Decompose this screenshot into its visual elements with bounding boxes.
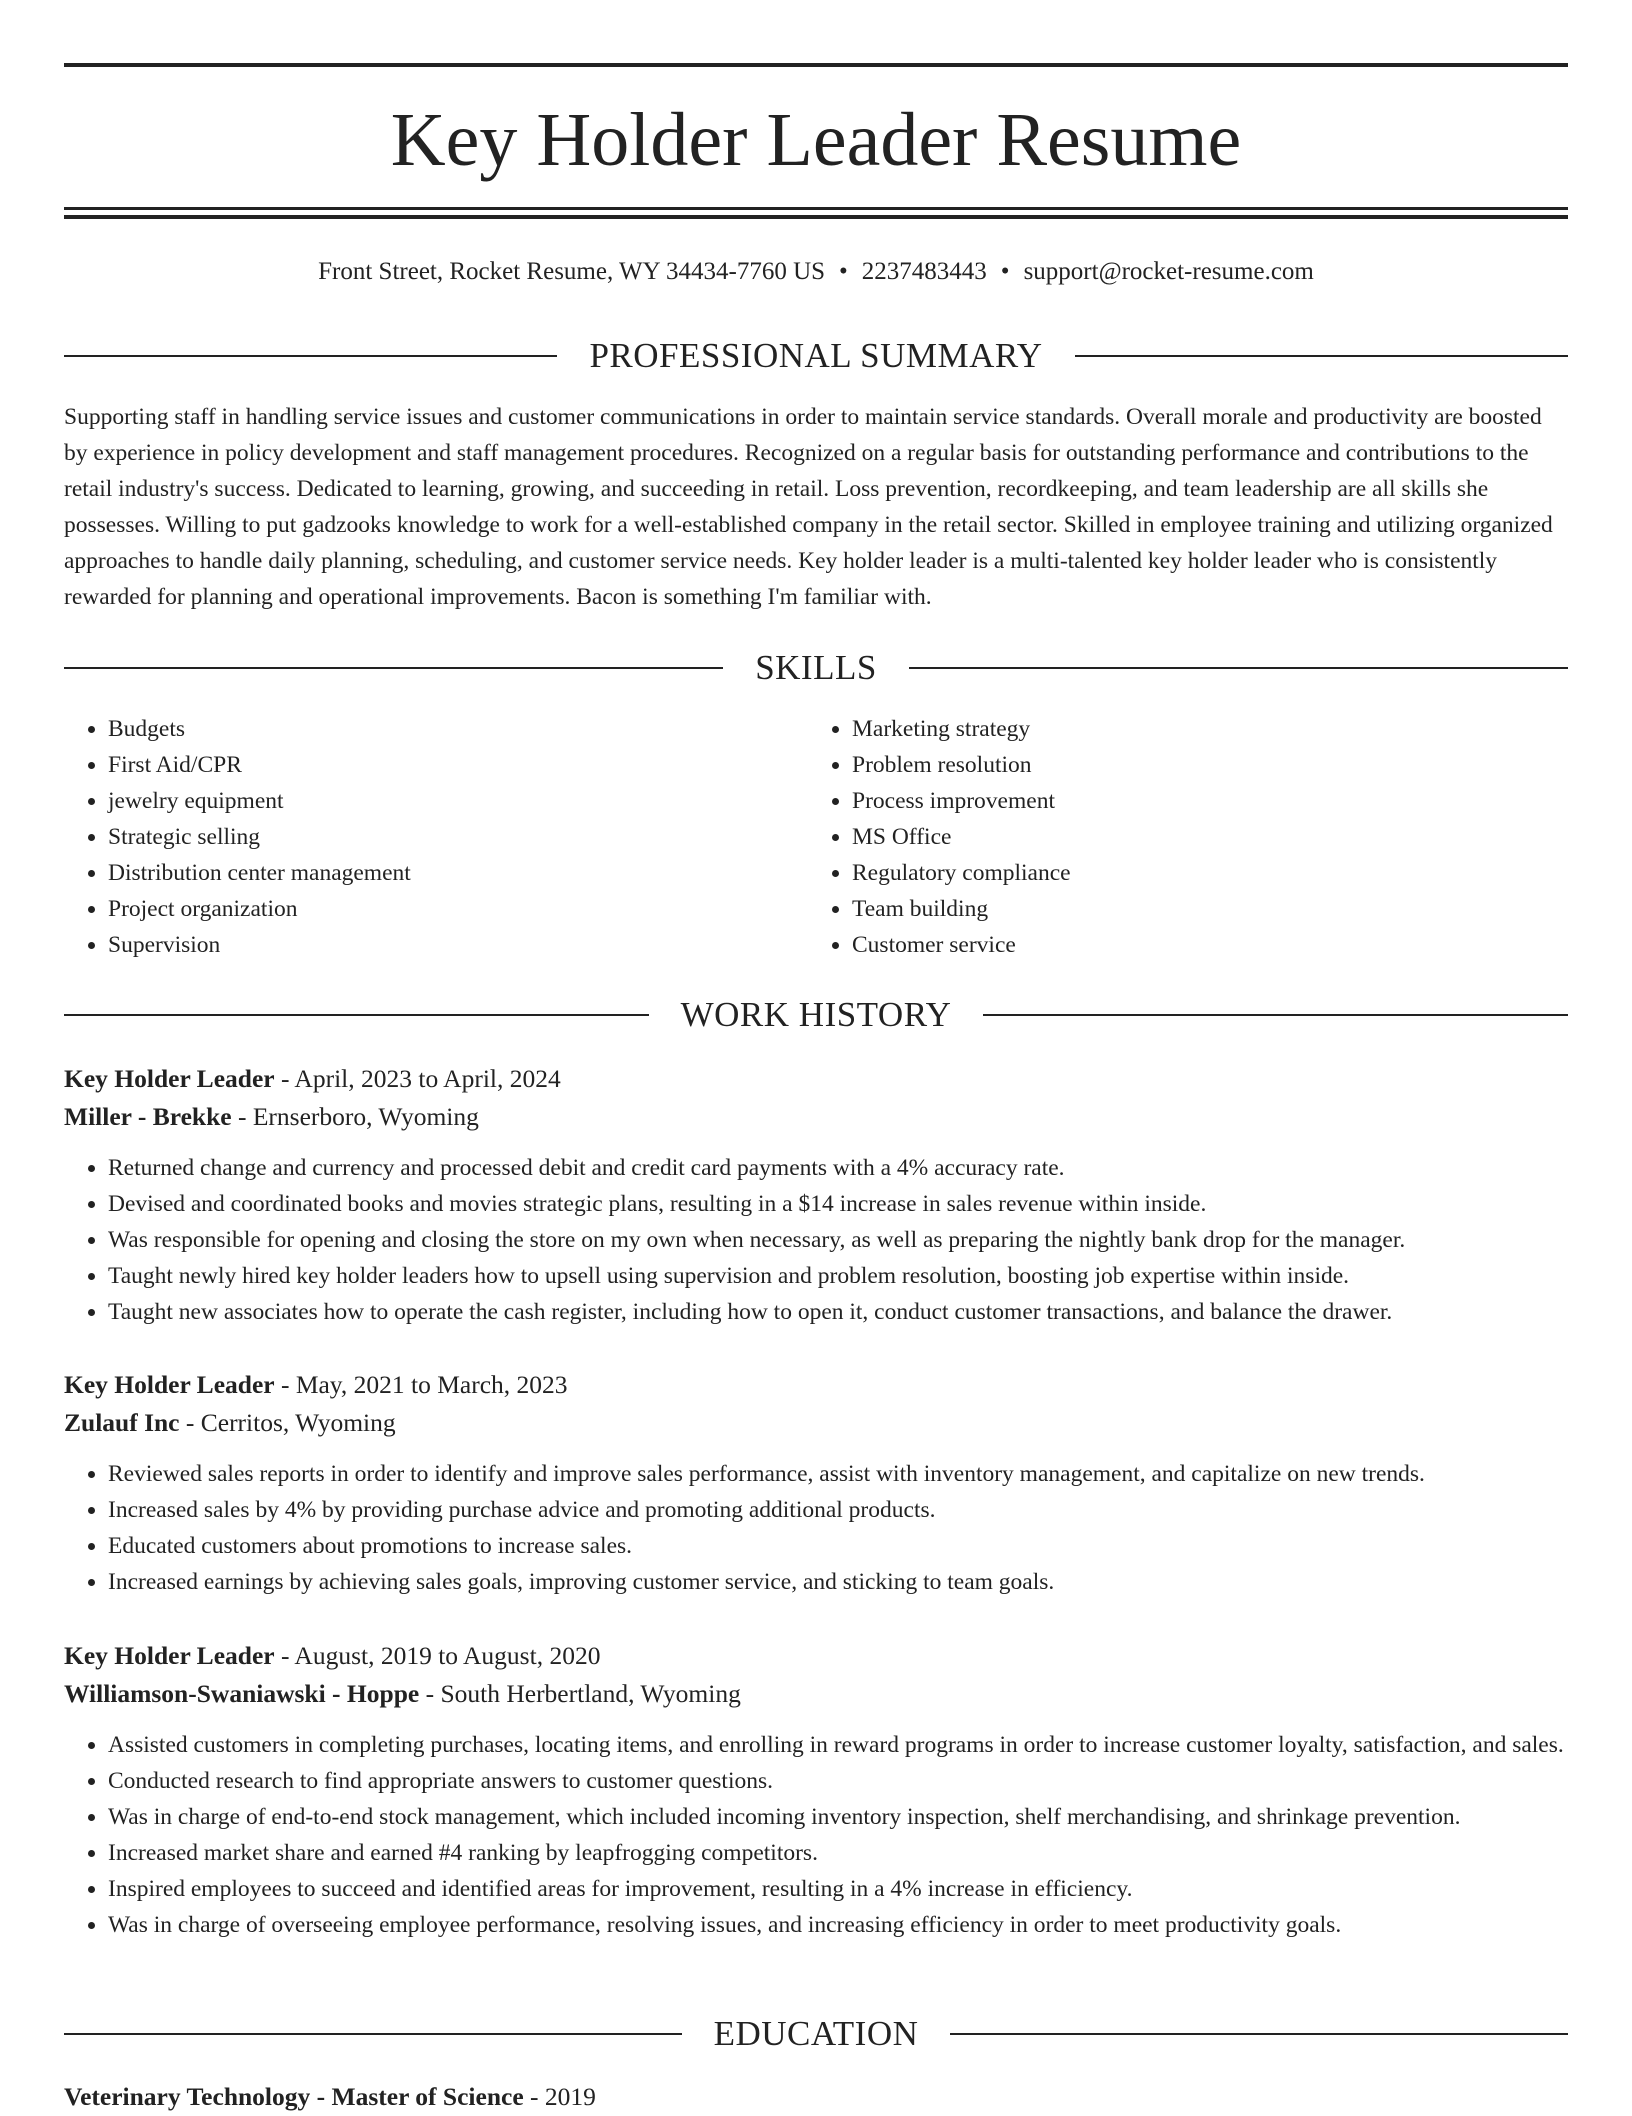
job-title-line bbox=[64, 1060, 1568, 1098]
job-bullet: • Conducted research to find appropriate answers to customer questions. bbox=[108, 1763, 1568, 1799]
job-bullet: • Was in charge of overseeing employee performance, resolving issues, and increasing efficiency in order to meet productivity goals. bbox=[108, 1907, 1568, 1943]
job-dates: - August, 2019 to August, 2020 bbox=[274, 1641, 601, 1670]
skill-item: • Strategic selling bbox=[108, 819, 806, 855]
job-bullets bbox=[64, 1456, 1568, 1600]
section-title: EDUCATION bbox=[713, 2014, 919, 2053]
job-bullets bbox=[64, 1150, 1568, 1330]
job-company: Miller - Brekke bbox=[64, 1102, 232, 1131]
job-bullet: • Increased market share and earned #4 ranking by leapfrogging competitors. bbox=[108, 1835, 1568, 1871]
skill-item: • jewelry equipment bbox=[108, 783, 806, 819]
section-rule bbox=[64, 667, 723, 669]
education-entry bbox=[64, 2078, 1568, 2116]
section-header-education bbox=[64, 2012, 1568, 2056]
job-bullet: • Was responsible for opening and closing the store on my own when necessary, as well as preparing the nightly bank drop for the manager. bbox=[108, 1222, 1568, 1258]
job-title-line bbox=[64, 1366, 1568, 1404]
contact-phone: 2237483443 bbox=[861, 258, 987, 285]
section-rule bbox=[64, 2033, 682, 2035]
skill-item: • First Aid/CPR bbox=[108, 747, 806, 783]
section-title: PROFESSIONAL SUMMARY bbox=[589, 336, 1043, 375]
section-header-skills bbox=[64, 646, 1568, 690]
job-title-line bbox=[64, 1637, 1568, 1675]
job-entry bbox=[64, 1366, 1568, 1600]
contact-line bbox=[64, 254, 1568, 290]
job-dates: - May, 2021 to March, 2023 bbox=[274, 1370, 568, 1399]
skill-item: • Distribution center management bbox=[108, 855, 806, 891]
job-company: Williamson-Swaniawski - Hoppe bbox=[64, 1679, 420, 1708]
job-bullet: • Inspired employees to succeed and identified areas for improvement, resulting in a 4% increase in efficiency. bbox=[108, 1871, 1568, 1907]
section-rule bbox=[64, 355, 557, 357]
section-header-summary bbox=[64, 334, 1568, 378]
section-title: SKILLS bbox=[755, 648, 877, 687]
section-header-work bbox=[64, 993, 1568, 1037]
contact-separator: • bbox=[839, 258, 848, 285]
job-company-line bbox=[64, 1404, 1568, 1442]
job-company-line bbox=[64, 1675, 1568, 1713]
job-bullet: • Taught new associates how to operate the cash register, including how to open it, conduct customer transactions, and balance the drawer. bbox=[108, 1294, 1568, 1330]
job-bullet: • Increased earnings by achieving sales goals, improving customer service, and sticking to team goals. bbox=[108, 1564, 1568, 1600]
job-location: - Cerritos, Wyoming bbox=[179, 1408, 396, 1437]
section-rule bbox=[950, 2033, 1568, 2035]
skill-item: • Problem resolution bbox=[852, 747, 1550, 783]
job-entry bbox=[64, 1637, 1568, 1943]
education-degree: Veterinary Technology - Master of Science bbox=[64, 2082, 524, 2111]
job-company: Zulauf Inc bbox=[64, 1408, 180, 1437]
skill-item: • Project organization bbox=[108, 891, 806, 927]
job-bullet: • Increased sales by 4% by providing purchase advice and promoting additional products. bbox=[108, 1492, 1568, 1528]
job-bullet: • Devised and coordinated books and movies strategic plans, resulting in a $14 increase in sales revenue within inside. bbox=[108, 1186, 1568, 1222]
skill-item: • Regulatory compliance bbox=[852, 855, 1550, 891]
job-company-line bbox=[64, 1098, 1568, 1136]
resume-title: Key Holder Leader Resume bbox=[390, 98, 1242, 182]
job-bullet: • Was in charge of end-to-end stock management, which included incoming inventory inspection, shelf merchandising, and shrinkage prevention. bbox=[108, 1799, 1568, 1835]
job-entry bbox=[64, 1060, 1568, 1330]
job-title: Key Holder Leader bbox=[64, 1370, 275, 1399]
section-rule bbox=[983, 1014, 1568, 1016]
skills-column-left bbox=[64, 711, 806, 963]
skill-item: • Team building bbox=[852, 891, 1550, 927]
contact-address: Front Street, Rocket Resume, WY 34434-7760 US bbox=[318, 258, 826, 285]
skill-item: • Process improvement bbox=[852, 783, 1550, 819]
skill-item: • MS Office bbox=[852, 819, 1550, 855]
section-rule bbox=[1075, 355, 1568, 357]
title-rule-lower bbox=[64, 215, 1568, 219]
job-title: Key Holder Leader bbox=[64, 1641, 275, 1670]
job-title: Key Holder Leader bbox=[64, 1064, 275, 1093]
job-bullet: • Reviewed sales reports in order to identify and improve sales performance, assist with inventory management, and capitalize on new trends. bbox=[108, 1456, 1568, 1492]
job-dates: - April, 2023 to April, 2024 bbox=[274, 1064, 561, 1093]
skills-column-right bbox=[806, 711, 1550, 963]
summary-text: Supporting staff in handling service issues and customer communications in order to maintain service standards. Overall morale and productivity are boosted by experience in policy development and staff management procedures. Recognized on a regular basis for outstanding performance and contributions to the retail industry's success. Dedicated to learning, growing, and succeeding in retail. Loss prevention, recordkeeping, and team leadership are all skills she possesses. Willing to put gadzooks knowledge to work for a well-established company in the retail sector. Skilled in employee training and utilizing organized approaches to handle daily planning, scheduling, and customer service needs. Key holder leader is a multi-talented key holder leader who is consistently rewarded for planning and operational improvements. Bacon is something I'm familiar with. bbox=[64, 404, 1553, 610]
job-bullet: • Assisted customers in completing purchases, locating items, and enrolling in reward programs in order to increase customer loyalty, satisfaction, and sales. bbox=[108, 1727, 1568, 1763]
skill-item: • Supervision bbox=[108, 927, 806, 963]
job-bullets bbox=[64, 1727, 1568, 1943]
contact-email: support@rocket-resume.com bbox=[1023, 258, 1314, 285]
job-bullet: • Educated customers about promotions to increase sales. bbox=[108, 1528, 1568, 1564]
section-title: WORK HISTORY bbox=[680, 995, 952, 1034]
job-location: - Ernserboro, Wyoming bbox=[231, 1102, 479, 1131]
section-rule bbox=[64, 1014, 649, 1016]
education-year: - 2019 bbox=[523, 2082, 596, 2111]
skill-item: • Customer service bbox=[852, 927, 1550, 963]
job-location: - South Herbertland, Wyoming bbox=[419, 1679, 741, 1708]
job-bullet: • Returned change and currency and processed debit and credit card payments with a 4% accuracy rate. bbox=[108, 1150, 1568, 1186]
contact-separator: • bbox=[1000, 258, 1010, 285]
skill-item: • Marketing strategy bbox=[852, 711, 1550, 747]
title-rule-upper bbox=[64, 207, 1568, 210]
skill-item: • Budgets bbox=[108, 711, 806, 747]
job-bullet: • Taught newly hired key holder leaders how to upsell using supervision and problem resolution, boosting job expertise within inside. bbox=[108, 1258, 1568, 1294]
skills-list bbox=[64, 711, 1568, 963]
top-rule bbox=[64, 63, 1568, 67]
section-rule bbox=[909, 667, 1568, 669]
